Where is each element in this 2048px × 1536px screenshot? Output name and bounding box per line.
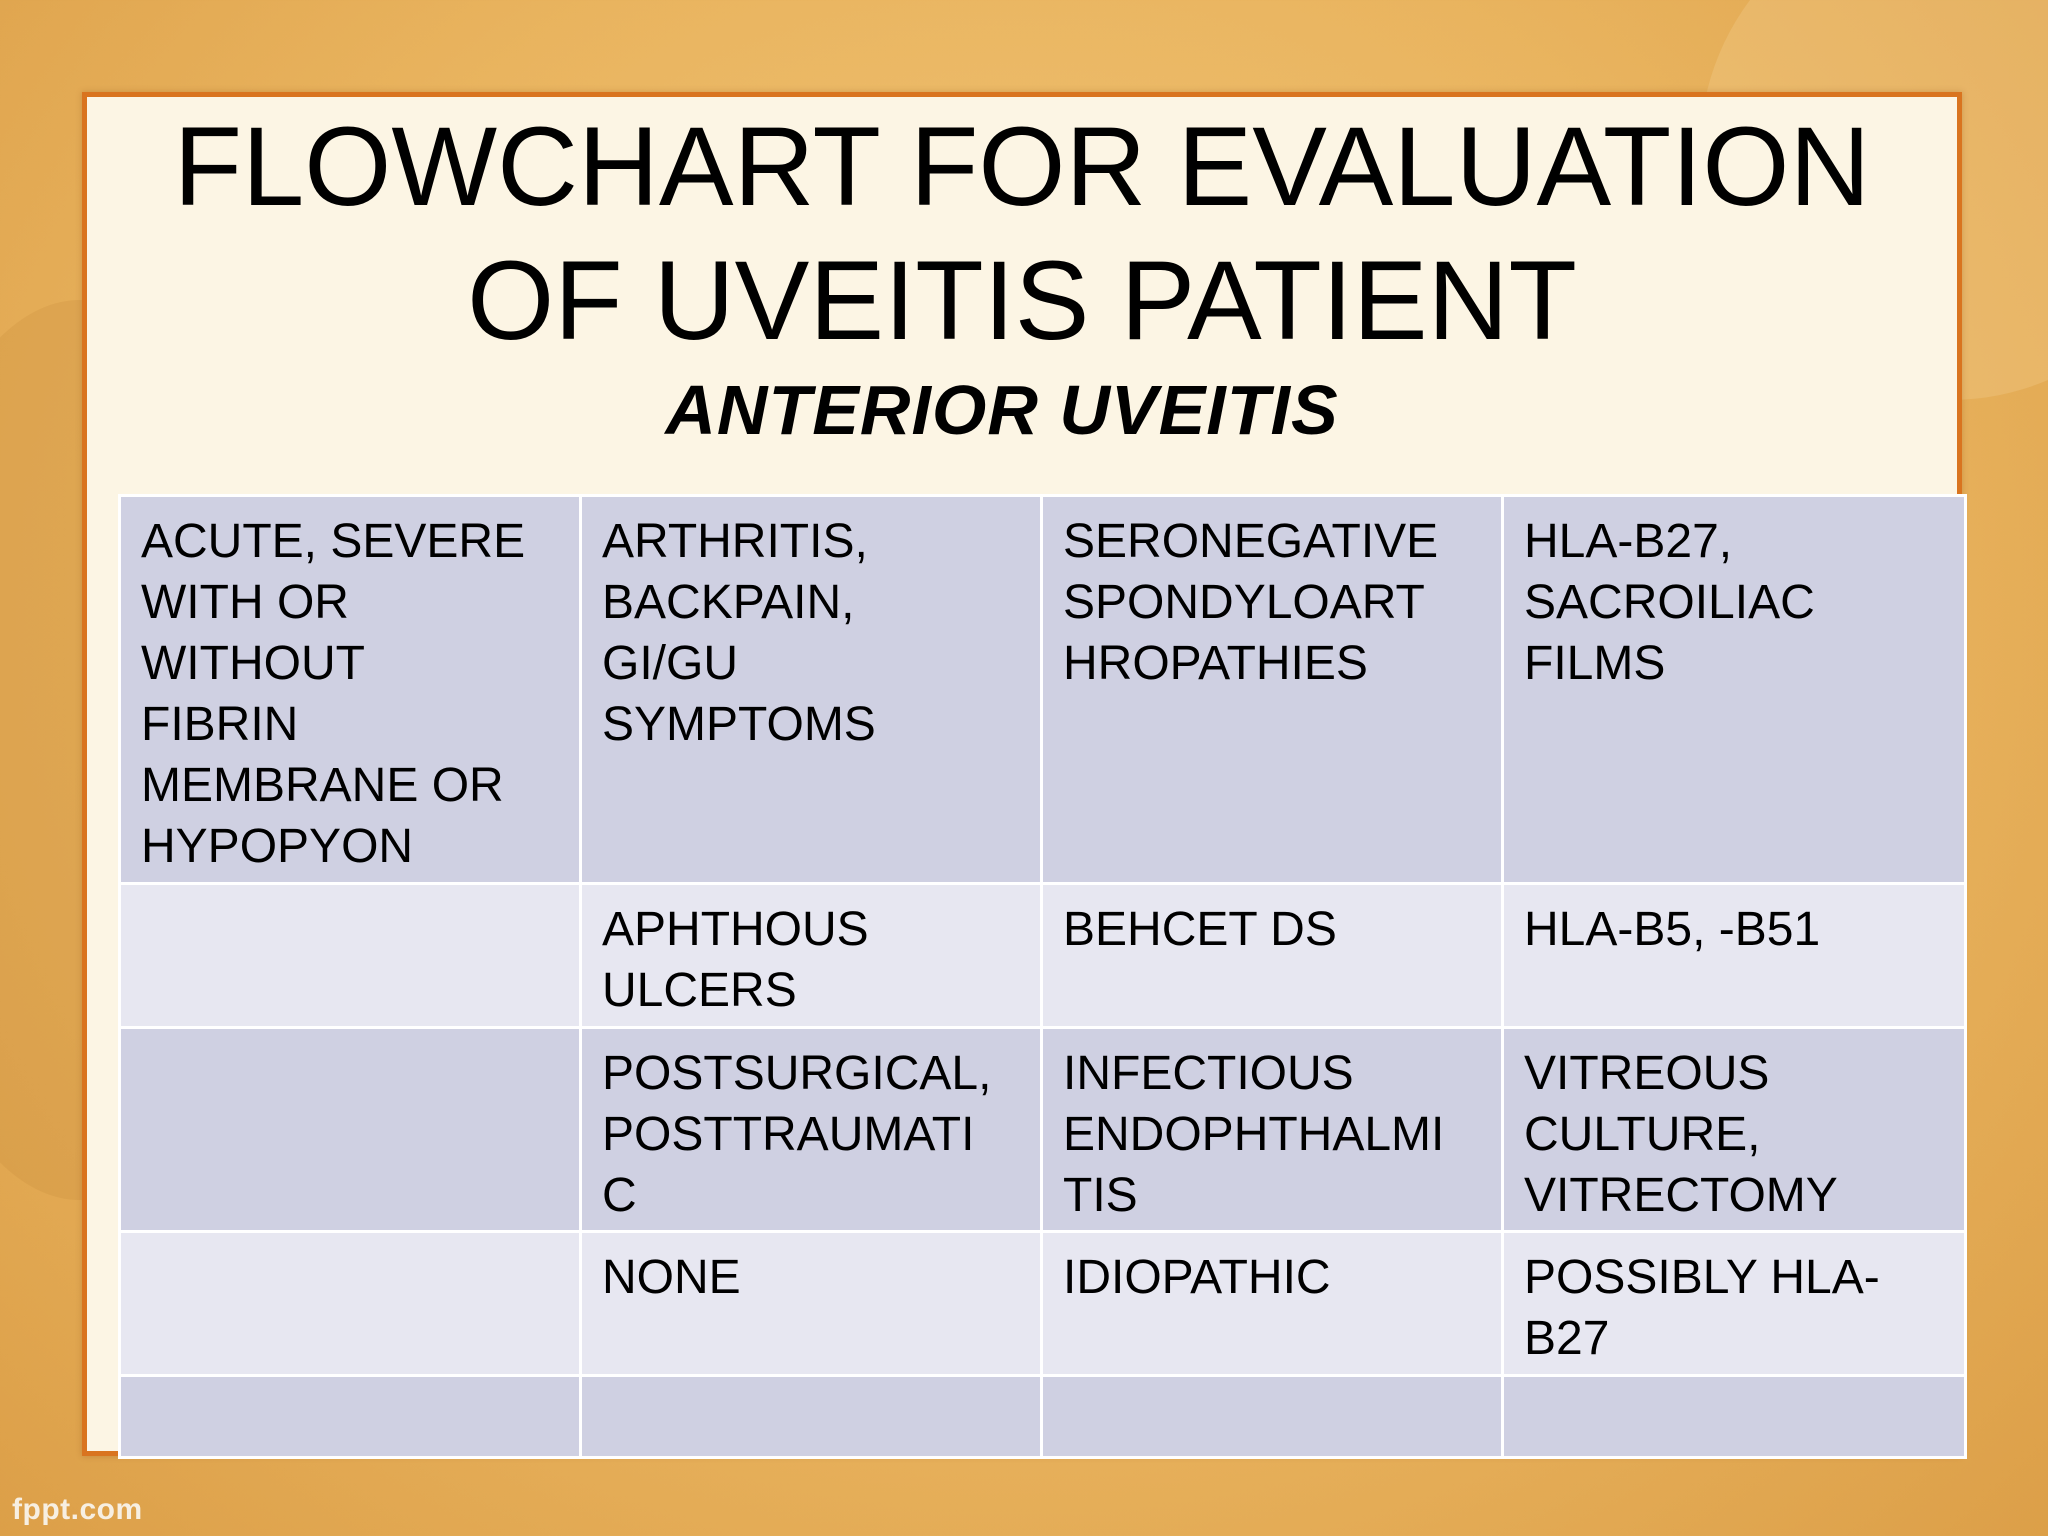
table-cell: APHTHOUS ULCERS	[581, 884, 1042, 1028]
table-cell: BEHCET DS	[1042, 884, 1503, 1028]
table-cell: ACUTE, SEVERE WITH OR WITHOUT FIBRIN MEMBRANE OR HYPOPYON	[120, 496, 581, 884]
table-cell: IDIOPATHIC	[1042, 1232, 1503, 1376]
table-cell: INFECTIOUS ENDOPHTHALMI TIS	[1042, 1028, 1503, 1232]
table-row	[120, 884, 1966, 1028]
slide-subtitle	[82, 370, 1962, 450]
watermark: fppt.com	[12, 1493, 143, 1526]
table-cell: ARTHRITIS, BACKPAIN, GI/GU SYMPTOMS	[581, 496, 1042, 884]
table-cell: POSSIBLY HLA- B27	[1503, 1232, 1966, 1376]
table-cell	[120, 1232, 581, 1376]
table-cell: HLA-B5, -B51	[1503, 884, 1966, 1028]
table-cell: NONE	[581, 1232, 1042, 1376]
title-line-2: OF UVEITIS PATIENT	[467, 238, 1577, 363]
table-cell	[120, 1028, 581, 1232]
table-row	[120, 1376, 1966, 1458]
table-cell: SERONEGATIVE SPONDYLOART HROPATHIES	[1042, 496, 1503, 884]
table-cell	[581, 1376, 1042, 1458]
subtitle-text: ANTERIOR UVEITIS	[665, 371, 1339, 449]
table-cell: POSTSURGICAL, POSTTRAUMATI C	[581, 1028, 1042, 1232]
uveitis-table	[118, 494, 1967, 1459]
table-cell	[120, 1376, 581, 1458]
table-cell: VITREOUS CULTURE, VITRECTOMY	[1503, 1028, 1966, 1232]
title-line-1: FLOWCHART FOR EVALUATION	[173, 104, 1871, 229]
table-row	[120, 1232, 1966, 1376]
slide-title	[82, 100, 1962, 368]
table-cell	[1503, 1376, 1966, 1458]
table-row	[120, 496, 1966, 884]
table-cell	[1042, 1376, 1503, 1458]
table-cell	[120, 884, 581, 1028]
table-cell: HLA-B27, SACROILIAC FILMS	[1503, 496, 1966, 884]
table-row	[120, 1028, 1966, 1232]
